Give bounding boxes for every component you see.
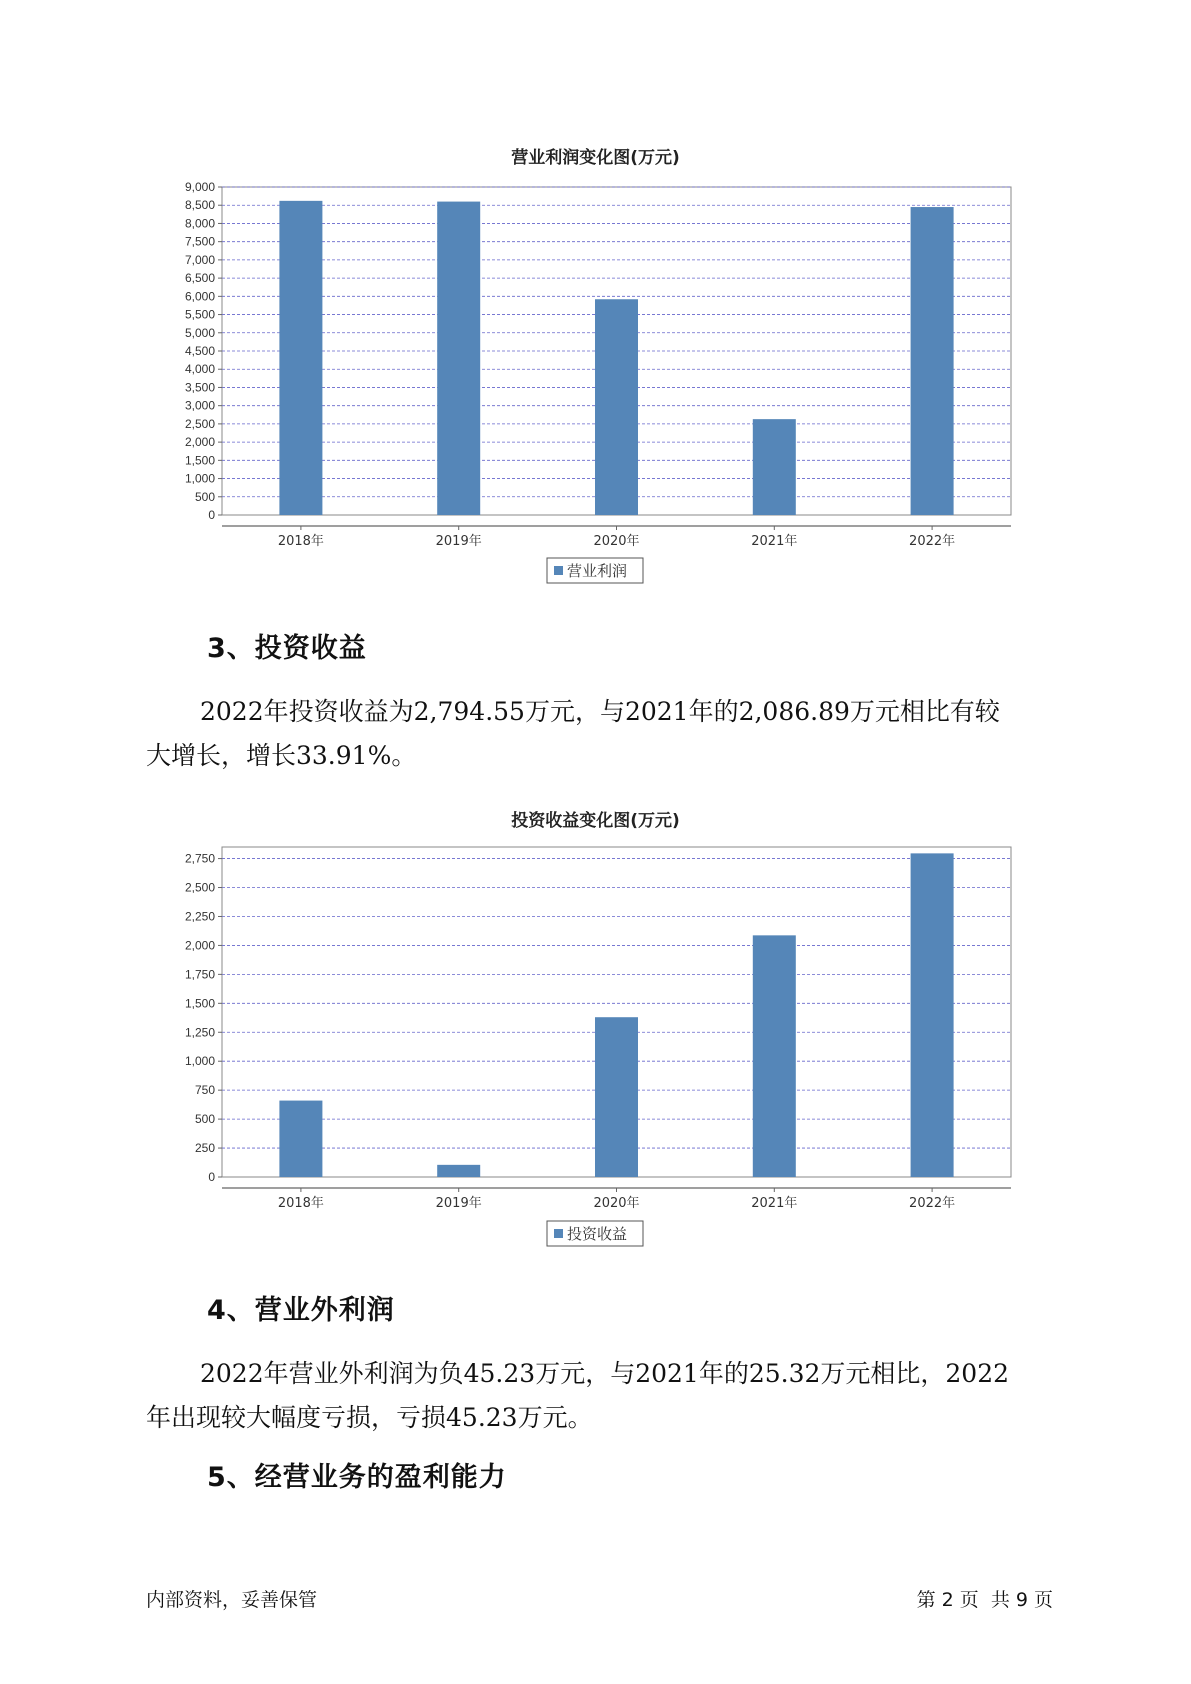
bar — [279, 1101, 322, 1177]
bar — [753, 935, 796, 1177]
y-tick-label: 1,000 — [184, 1054, 215, 1069]
y-tick-label: 500 — [194, 489, 215, 504]
x-tick-label: 2019年 — [435, 1196, 482, 1211]
section4-paragraph — [146, 1352, 1051, 1440]
x-tick-label: 2020年 — [593, 534, 640, 549]
y-tick-label: 1,500 — [184, 996, 215, 1011]
x-tick-label: 2018年 — [277, 1196, 324, 1211]
y-tick-label: 5,000 — [184, 325, 215, 340]
bar — [437, 1165, 480, 1177]
y-tick-label: 2,750 — [184, 851, 215, 866]
legend-label: 投资收益 — [567, 1225, 628, 1243]
y-tick-label: 9,000 — [184, 180, 215, 194]
section3-line2: 大增长，增长33.91%。 — [146, 741, 417, 770]
y-tick-label: 8,000 — [184, 216, 215, 231]
y-tick-label: 4,500 — [184, 344, 215, 358]
y-tick-label: 1,250 — [184, 1025, 215, 1040]
y-tick-label: 4,000 — [184, 362, 215, 377]
y-tick-label: 8,500 — [184, 198, 215, 213]
y-tick-label: 2,000 — [184, 435, 215, 450]
y-tick-label: 500 — [194, 1112, 215, 1127]
section3-line1: 2022年投资收益为2,794.55万元，与2021年的2,086.89万元相比有较 — [200, 697, 1000, 726]
section4-line2: 年出现较大幅度亏损，亏损45.23万元。 — [146, 1403, 593, 1432]
x-tick-label: 2018年 — [277, 534, 324, 549]
y-tick-label: 250 — [194, 1141, 215, 1156]
y-tick-label: 0 — [208, 508, 215, 522]
section4-line1: 2022年营业外利润为负45.23万元，与2021年的25.32万元相比，2022 — [200, 1359, 1010, 1388]
y-tick-label: 7,500 — [184, 234, 215, 249]
x-tick-label: 2022年 — [909, 1196, 956, 1211]
chart-title-investment-income: 投资收益变化图(万元) — [511, 811, 680, 831]
y-tick-label: 750 — [194, 1083, 215, 1098]
y-tick-label: 5,500 — [184, 307, 215, 322]
section3-heading: 3、投资收益 — [207, 633, 367, 664]
section5-heading: 5、经营业务的盈利能力 — [207, 1462, 507, 1493]
y-tick-label: 6,500 — [184, 271, 215, 286]
x-tick-label: 2019年 — [435, 534, 482, 549]
legend-label: 营业利润 — [567, 562, 628, 580]
footer-confidential: 内部资料，妥善保管 — [146, 1589, 318, 1611]
y-tick-label: 2,250 — [184, 909, 215, 924]
x-tick-label: 2020年 — [593, 1196, 640, 1211]
y-tick-label: 7,000 — [184, 252, 215, 267]
y-tick-label: 6,000 — [184, 289, 215, 304]
y-tick-label: 2,000 — [184, 938, 215, 953]
section4-heading: 4、营业外利润 — [207, 1295, 395, 1326]
y-tick-label: 3,000 — [184, 398, 215, 413]
y-tick-label: 1,750 — [184, 967, 215, 982]
bar — [911, 853, 954, 1177]
y-tick-label: 3,500 — [184, 380, 215, 395]
y-tick-label: 1,500 — [184, 453, 215, 468]
y-tick-label: 2,500 — [184, 880, 215, 895]
x-tick-label: 2021年 — [751, 534, 798, 549]
y-tick-label: 2,500 — [184, 416, 215, 431]
legend-swatch — [554, 1229, 563, 1238]
bar — [595, 1017, 638, 1177]
x-tick-label: 2021年 — [751, 1196, 798, 1211]
y-tick-label: 0 — [208, 1170, 215, 1184]
x-tick-label: 2022年 — [909, 534, 956, 549]
chart-title-operating-profit: 营业利润变化图(万元) — [511, 148, 680, 168]
y-tick-label: 1,000 — [184, 471, 215, 486]
footer-page-number: 第 2 页 共 9 页 — [916, 1589, 1053, 1611]
